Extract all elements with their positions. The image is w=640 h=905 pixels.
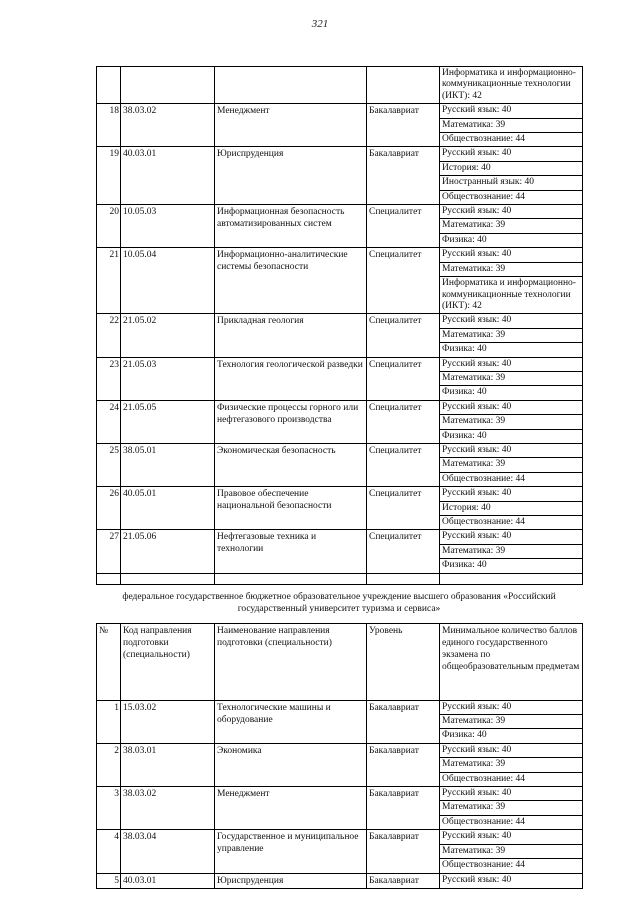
table-row — [97, 700, 583, 743]
cell-level: Бакалавриат — [367, 830, 440, 873]
subject-score: Математика: 39 — [440, 263, 582, 277]
spacer-cell — [215, 573, 367, 584]
cell-subjects — [440, 830, 583, 873]
subject-score: Русский язык: 40 — [440, 314, 582, 328]
cell-subjects — [440, 400, 583, 443]
page-number: 321 — [311, 18, 329, 30]
subject-score: Русский язык: 40 — [440, 248, 582, 262]
cell-num: 26 — [97, 487, 121, 530]
cell-num: 21 — [97, 248, 121, 314]
cell-subjects — [440, 314, 583, 357]
admission-table-bottom — [96, 623, 583, 889]
cell-name: Информационно-аналитические системы безопасности — [215, 248, 367, 314]
cell-code — [121, 67, 215, 104]
table-header-row — [97, 623, 583, 700]
header-code: Код направления подготовки (специальности) — [121, 623, 215, 700]
cell-name: Государственное и муниципальное управление — [215, 830, 367, 873]
cell-num: 5 — [97, 873, 121, 888]
cell-name — [215, 67, 367, 104]
cell-code: 40.03.01 — [121, 147, 215, 205]
subject-score: Обществознание: 44 — [442, 473, 525, 484]
cell-subjects — [440, 700, 583, 743]
cell-name: Менеджмент — [215, 104, 367, 147]
subject-score: Физика: 40 — [442, 344, 487, 355]
subject-score: Русский язык: 40 — [440, 401, 582, 415]
cell-name: Правовое обеспечение национальной безопасности — [215, 487, 367, 530]
table-row — [97, 400, 583, 443]
cell-code: 38.03.02 — [121, 787, 215, 830]
header-name: Наименование направления подготовки (специальности) — [215, 623, 367, 700]
cell-level: Специалитет — [367, 314, 440, 357]
subject-score: Русский язык: 40 — [440, 744, 582, 758]
header-level: Уровень — [367, 623, 440, 700]
subject-score: Математика: 39 — [440, 119, 582, 133]
subject-score: История: 40 — [440, 502, 582, 516]
cell-name: Технологические машины и оборудование — [215, 700, 367, 743]
cell-subjects — [440, 248, 583, 314]
cell-level: Специалитет — [367, 400, 440, 443]
cell-name: Физические процессы горного или нефтегазового производства — [215, 400, 367, 443]
subject-score: Обществознание: 44 — [442, 517, 525, 527]
table-row — [97, 357, 583, 400]
spacer-cell — [367, 573, 440, 584]
cell-level: Бакалавриат — [367, 787, 440, 830]
cell-level — [367, 67, 440, 104]
cell-num: 1 — [97, 700, 121, 743]
subject-score: Русский язык: 40 — [440, 104, 582, 118]
subject-score: Математика: 39 — [440, 458, 582, 472]
cell-level: Бакалавриат — [367, 700, 440, 743]
table-row — [97, 530, 583, 573]
subject-score: Информатика и информационно-коммуникационные технологии (ИКТ): 42 — [442, 68, 576, 101]
cell-name: Экономическая безопасность — [215, 443, 367, 486]
cell-subjects — [440, 487, 583, 530]
cell-num: 3 — [97, 787, 121, 830]
cell-subjects — [440, 104, 583, 147]
cell-subjects — [440, 530, 583, 573]
cell-code: 38.03.02 — [121, 104, 215, 147]
cell-name: Технология геологической разведки — [215, 357, 367, 400]
cell-code: 38.03.04 — [121, 830, 215, 873]
cell-level: Бакалавриат — [367, 743, 440, 786]
subject-score: История: 40 — [440, 162, 582, 176]
cell-code: 38.03.01 — [121, 743, 215, 786]
cell-level: Специалитет — [367, 248, 440, 314]
cell-code: 40.03.01 — [121, 873, 215, 888]
subject-score: Русский язык: 40 — [440, 147, 582, 161]
organization-title: федеральное государственное бюджетное образовательное учреждение высшего образования «Российский государственный университет туризма и сервиса» — [122, 591, 556, 614]
document-body — [96, 66, 582, 889]
subject-score: Информатика и информационно-коммуникационные технологии (ИКТ): 42 — [442, 278, 576, 311]
cell-num: 27 — [97, 530, 121, 573]
cell-name: Юриспруденция — [215, 147, 367, 205]
subject-score: Обществознание: 44 — [442, 134, 525, 145]
table-row — [97, 147, 583, 205]
subject-score: Математика: 39 — [440, 801, 582, 815]
cell-subjects — [440, 357, 583, 400]
cell-num: 23 — [97, 357, 121, 400]
subject-score: Обществознание: 44 — [442, 191, 525, 202]
cell-num: 2 — [97, 743, 121, 786]
cell-code: 21.05.02 — [121, 314, 215, 357]
cell-level: Бакалавриат — [367, 147, 440, 205]
cell-name: Юриспруденция — [215, 873, 367, 888]
subject-score: Русский язык: 40 — [440, 358, 582, 372]
cell-code: 21.05.05 — [121, 400, 215, 443]
subject-score: Математика: 39 — [440, 329, 582, 343]
cell-num: 22 — [97, 314, 121, 357]
subject-score: Математика: 39 — [440, 219, 582, 233]
spacer-cell — [121, 573, 215, 584]
cell-subjects — [440, 443, 583, 486]
subject-score: Русский язык: 40 — [440, 530, 582, 544]
table-row — [97, 67, 583, 104]
cell-level: Специалитет — [367, 487, 440, 530]
table-row — [97, 248, 583, 314]
cell-name: Информационная безопасность автоматизированных систем — [215, 205, 367, 248]
cell-code: 21.05.03 — [121, 357, 215, 400]
cell-subjects — [440, 873, 583, 888]
subject-score: Физика: 40 — [442, 387, 487, 398]
header-num: № — [97, 623, 121, 700]
cell-subjects — [440, 205, 583, 248]
subject-score: Обществознание: 44 — [442, 773, 525, 784]
cell-name: Нефтегазовые техника и технологии — [215, 530, 367, 573]
table-row — [97, 104, 583, 147]
cell-num: 25 — [97, 443, 121, 486]
subject-score: Обществознание: 44 — [442, 816, 525, 827]
cell-num: 24 — [97, 400, 121, 443]
admission-table-top — [96, 66, 583, 585]
spacer-row — [97, 573, 583, 584]
subject-score: Русский язык: 40 — [440, 701, 582, 715]
cell-code: 10.05.03 — [121, 205, 215, 248]
table-row — [97, 443, 583, 486]
cell-code: 38.05.01 — [121, 443, 215, 486]
subject-score: Физика: 40 — [442, 430, 487, 441]
table-row — [97, 205, 583, 248]
subject-score: Русский язык: 40 — [440, 444, 582, 458]
cell-num — [97, 67, 121, 104]
subject-score: Математика: 39 — [440, 758, 582, 772]
spacer-cell — [440, 573, 583, 584]
cell-level: Специалитет — [367, 443, 440, 486]
subject-score: Обществознание: 44 — [442, 860, 525, 871]
header-subjects: Минимальное количество баллов единого государственного экзамена по общеобразовательным предметам — [440, 623, 583, 700]
subject-score: Русский язык: 40 — [440, 487, 582, 501]
cell-code: 21.05.06 — [121, 530, 215, 573]
table-row — [97, 743, 583, 786]
cell-subjects — [440, 67, 583, 104]
subject-score: Физика: 40 — [442, 730, 487, 741]
cell-level: Бакалавриат — [367, 104, 440, 147]
subject-score: Русский язык: 40 — [440, 205, 582, 219]
cell-subjects — [440, 787, 583, 830]
cell-num: 18 — [97, 104, 121, 147]
cell-level: Бакалавриат — [367, 873, 440, 888]
subject-score: Математика: 39 — [440, 715, 582, 729]
cell-num: 4 — [97, 830, 121, 873]
cell-level: Специалитет — [367, 530, 440, 573]
cell-name: Экономика — [215, 743, 367, 786]
table-row — [97, 830, 583, 873]
cell-level: Специалитет — [367, 205, 440, 248]
subject-score: Математика: 39 — [440, 545, 582, 559]
table-row — [97, 314, 583, 357]
cell-num: 19 — [97, 147, 121, 205]
cell-code: 40.05.01 — [121, 487, 215, 530]
subject-score: Математика: 39 — [440, 372, 582, 386]
subject-score: Русский язык: 40 — [440, 787, 582, 801]
subject-score: Математика: 39 — [440, 415, 582, 429]
cell-num: 20 — [97, 205, 121, 248]
spacer-cell — [97, 573, 121, 584]
subject-score: Физика: 40 — [442, 234, 487, 245]
subject-score: Русский язык: 40 — [440, 830, 582, 844]
subject-score: Русский язык: 40 — [442, 874, 512, 885]
subject-score: Математика: 39 — [440, 845, 582, 859]
cell-subjects — [440, 743, 583, 786]
table-row — [97, 787, 583, 830]
cell-level: Специалитет — [367, 357, 440, 400]
subject-score: Физика: 40 — [442, 560, 487, 571]
subject-score: Иностранный язык: 40 — [440, 176, 582, 190]
cell-code: 15.03.02 — [121, 700, 215, 743]
cell-name: Менеджмент — [215, 787, 367, 830]
cell-code: 10.05.04 — [121, 248, 215, 314]
table-row — [97, 487, 583, 530]
cell-name: Прикладная геология — [215, 314, 367, 357]
cell-subjects — [440, 147, 583, 205]
table-row — [97, 873, 583, 888]
